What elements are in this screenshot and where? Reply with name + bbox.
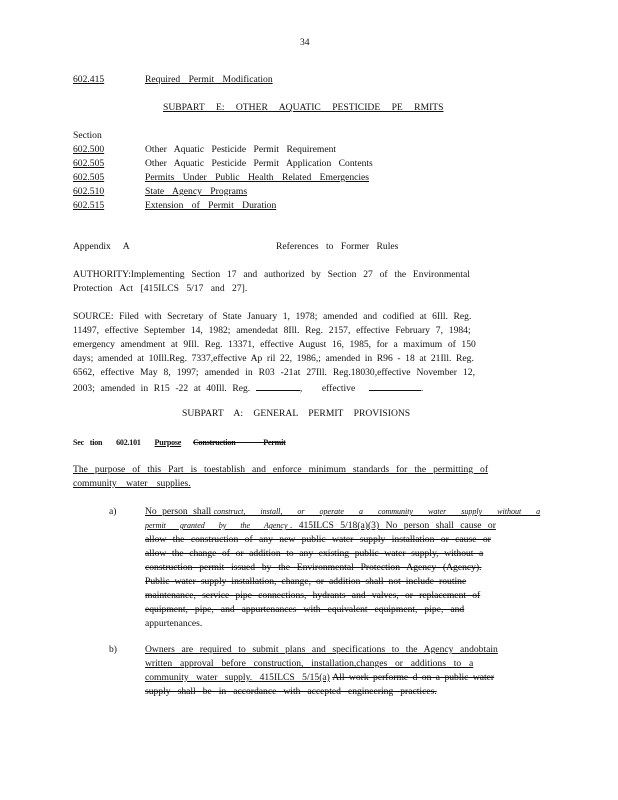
para-b-line: Owners are required to submit plans and specifications to the Agency andobtain — [145, 644, 498, 655]
toc-row-title: Permits Under Public Health Related Emergencies — [145, 172, 370, 183]
para-a-struck-line: maintenance, service pipe connections, hydrants and valves, or replacement of — [145, 590, 481, 601]
source-line: SOURCE: Filed with Secretary of State January 1, 1978; amended and codified at 6Ill. Reg. — [73, 311, 472, 322]
source-text: , — [299, 383, 303, 394]
para-a-struck-line: allow the change of or addition to any existing public water supply, without a — [145, 548, 484, 559]
purpose-line: The purpose of this Part is toestablish and enforce minimum standards for the permitting of — [73, 464, 489, 475]
source-line: 11497, effective September 14, 1982; amendedat 8Ill. Reg. 2157, effective February 7, 1984; — [73, 325, 471, 336]
toc-row-number: 602.500 — [73, 144, 105, 155]
toc-row-title: State Agency Programs — [145, 186, 248, 197]
para-b — [145, 643, 541, 699]
purpose-line: community water supplies. — [73, 478, 191, 489]
blank-fill — [369, 380, 421, 391]
para-a-italic: construct, install, or operate a community water supply without a — [213, 507, 541, 516]
toc-row-number: 602.515 — [73, 200, 105, 211]
source-line: emergency amendment at 9Ill. Reg. 13371, effective August 16, 1985, for a maximum of 150 — [73, 339, 476, 350]
toc-section-label: Section — [73, 130, 102, 141]
para-b-line: written approval before construction, installation,changes or additions to a — [145, 658, 474, 669]
section-heading-struck: Construction Permit — [192, 438, 286, 447]
toc-row-number: 602.510 — [73, 186, 105, 197]
para-a — [145, 505, 541, 631]
para-a-text: No person shall — [145, 506, 212, 517]
subpart-a-heading: SUBPART A: GENERAL PERMIT PROVISIONS — [182, 408, 411, 419]
para-b-label: b) — [109, 644, 117, 655]
source-line: days; amended at 10Ill.Reg. 7337,effective Ap ril 22, 1986,; amended in R96 - 18 at 21Ill. Reg. — [73, 353, 474, 364]
para-b-struck: All work performe d on a public water — [332, 672, 495, 683]
authority-line: Protection Act [415ILCS 5/17 and 27]. — [73, 283, 248, 294]
para-a-struck-line: Public water supply installation, change, or addition shall not include routine — [145, 576, 467, 587]
para-a-label: a) — [109, 506, 117, 517]
para-b-struck-line: supply shall be in accordance with accepted engineering practices. — [145, 686, 437, 697]
toc-row-number: 602.505 — [73, 158, 105, 169]
section-heading-number: 602.101 — [116, 438, 141, 447]
authority-line: AUTHORITY:Implementing Section 17 and authorized by Section 27 of the Environmental — [73, 269, 470, 280]
source-paragraph — [73, 310, 529, 394]
source-text: 2003; amended in R15 -22 at 40Ill. Reg. — [73, 383, 251, 394]
para-b-line — [145, 671, 541, 685]
appendix-label: Appendix A — [73, 241, 130, 252]
subpart-e-heading: SUBPART E: OTHER AQUATIC PESTICIDE PE RMITS — [163, 102, 444, 113]
para-b-text: community water supply. 415ILCS 5/15(a) — [145, 672, 330, 683]
section-heading-purpose: Purpose — [154, 438, 182, 447]
toc-row-number: 602.505 — [73, 172, 105, 183]
source-line: 6562, effective May 8, 1997; amended in R03 -21at 27Ill. Reg.18030,effective November 12, — [73, 367, 475, 378]
para-a-line — [145, 519, 541, 533]
section-heading-label: Sec tion — [73, 438, 103, 447]
para-a-line — [145, 505, 541, 519]
para-a-struck-line: construction permit issued by the Environmental Protection Agency (Agency). — [145, 562, 482, 573]
toc-row-title: Other Aquatic Pesticide Permit Application Contents — [145, 158, 373, 169]
section-heading — [73, 436, 286, 450]
para-a-struck-line: allow the construction of any new public water supply installation or cause or — [145, 534, 491, 545]
para-a-italic: permit granted by the Agency — [145, 521, 288, 530]
blank-fill — [256, 380, 300, 391]
source-text: effective — [321, 383, 356, 394]
toc-row-title: Extension of Permit Duration — [145, 200, 277, 211]
source-line-last: 2003; amended in R15 -22 at 40Ill. Reg. , effective . — [73, 380, 529, 394]
section-title-602-415: Required Permit Modification — [145, 74, 273, 85]
section-number-602-415: 602.415 — [73, 74, 105, 85]
para-a-text: appurtenances. — [145, 618, 203, 629]
para-a-struck-line: equipment, pipe, and appurtenances with equivalent equipment, pipe, and — [145, 604, 465, 615]
toc-row-title: Other Aquatic Pesticide Permit Requirement — [145, 144, 337, 155]
page-number: 34 — [300, 37, 310, 48]
appendix-title: References to Former Rules — [276, 241, 399, 252]
para-a-text: . 415ILCS 5/18(a)(3) No person shall cause or — [289, 520, 496, 531]
